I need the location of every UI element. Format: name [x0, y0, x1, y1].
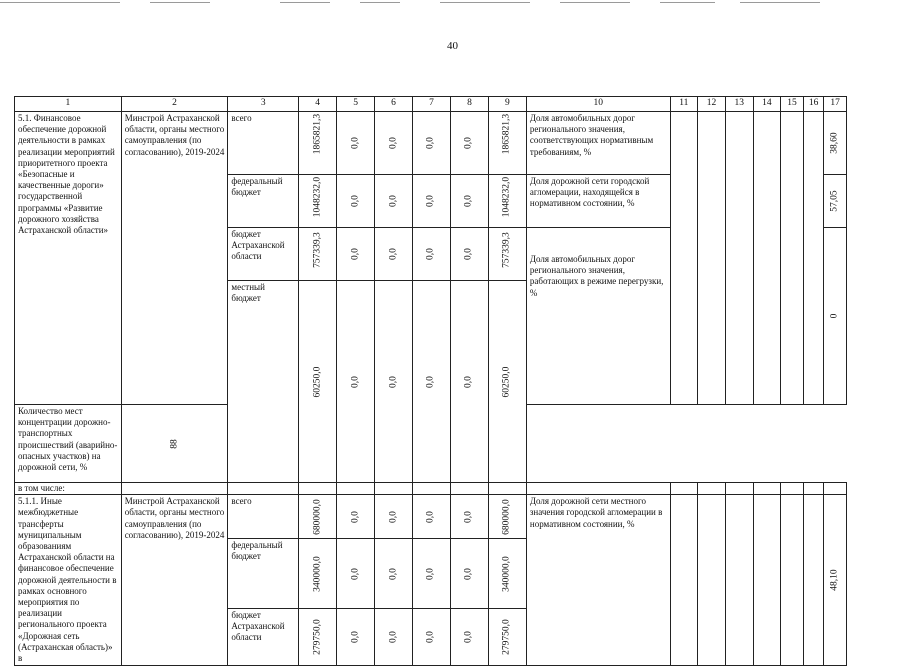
source-cell: местный бюджет — [228, 281, 299, 483]
empty-cell — [670, 112, 698, 405]
value-cell: 0,0 — [375, 495, 413, 539]
value-cell: 0,0 — [450, 495, 488, 539]
value-cell: 1048232,0 — [299, 175, 337, 228]
source-cell: бюджет Астраханской области — [228, 228, 299, 281]
target-value-cell: 48,10 — [824, 495, 847, 666]
target-value-cell: 57,05 — [824, 175, 847, 228]
value-cell: 0,0 — [413, 539, 451, 609]
value-cell: 1865821,3 — [488, 112, 526, 175]
col-header: 4 — [299, 97, 337, 112]
col-header: 13 — [725, 97, 753, 112]
col-header: 3 — [228, 97, 299, 112]
empty-cell — [698, 495, 726, 666]
empty-cell — [725, 112, 753, 405]
target-value-cell: 88 — [121, 405, 228, 483]
value-cell: 0,0 — [450, 228, 488, 281]
value-cell: 0,0 — [413, 608, 451, 665]
empty-cell — [781, 495, 804, 666]
value-cell: 60250,0 — [488, 281, 526, 483]
empty-cell — [725, 495, 753, 666]
executor-cell: Минстрой Астраханской области, органы местного самоуправления (по согласованию), 2019-2024 — [121, 112, 228, 405]
indicator-cell: Количество мест концентрации дорожно-транспортных происшествий (аварийно-опасных участков) на дорожной сети, % — [15, 405, 122, 483]
value-cell: 0,0 — [413, 228, 451, 281]
table-row — [15, 483, 847, 495]
empty-cell — [753, 495, 781, 666]
value-cell: 1865821,3 — [299, 112, 337, 175]
col-header: 17 — [824, 97, 847, 112]
event-cell: 5.1. Финансовое обеспечение дорожной деятельности в рамках реализации мероприятий приоритетного проекта «Безопасные и качественные дороги» государственной программы «Развитие дорожного хозяйства Астраханской области» — [15, 112, 122, 405]
value-cell: 0,0 — [375, 228, 413, 281]
indicator-cell: Доля дорожной сети местного значения городской агломерации в нормативном состоянии, % — [526, 495, 670, 666]
empty-cell — [670, 495, 698, 666]
page-number: 40 — [447, 40, 458, 52]
target-value-cell: 0 — [824, 228, 847, 405]
col-header: 15 — [781, 97, 804, 112]
value-cell: 0,0 — [450, 608, 488, 665]
empty-cell — [803, 112, 824, 405]
value-cell: 0,0 — [337, 608, 375, 665]
value-cell: 0,0 — [450, 175, 488, 228]
col-header: 8 — [450, 97, 488, 112]
col-header: 14 — [753, 97, 781, 112]
column-numbers-row — [15, 97, 847, 112]
value-cell: 0,0 — [413, 175, 451, 228]
value-cell: 0,0 — [337, 228, 375, 281]
source-cell: всего — [228, 112, 299, 175]
source-cell: федеральный бюджет — [228, 539, 299, 609]
col-header: 9 — [488, 97, 526, 112]
table-row — [15, 112, 847, 175]
value-cell: 0,0 — [337, 281, 375, 483]
value-cell: 0,0 — [375, 608, 413, 665]
program-table — [14, 96, 847, 666]
event-cell: 5.1.1. Иные межбюджетные трансферты муниципальным образованиям Астраханской области на финансовое обеспечение дорожной деятельности в рамках основного мероприятия по реализации регионального проекта «Дорожная сеть (Астраханская область)» в — [15, 495, 122, 666]
value-cell: 0,0 — [375, 281, 413, 483]
value-cell: 0,0 — [337, 495, 375, 539]
empty-cell — [753, 112, 781, 405]
value-cell: 279750,0 — [488, 608, 526, 665]
source-cell: всего — [228, 495, 299, 539]
value-cell: 279750,0 — [299, 608, 337, 665]
value-cell: 0,0 — [450, 281, 488, 483]
value-cell: 0,0 — [450, 539, 488, 609]
indicator-cell: Доля дорожной сети городской агломерации, находящейся в нормативном состоянии, % — [526, 175, 670, 228]
value-cell: 0,0 — [450, 112, 488, 175]
indicator-cell: Доля автомобильных дорог регионального значения, работающих в режиме перегрузки, % — [526, 228, 670, 405]
col-header: 7 — [413, 97, 451, 112]
empty-cell — [781, 112, 804, 405]
col-header: 2 — [121, 97, 228, 112]
value-cell: 0,0 — [413, 281, 451, 483]
value-cell: 340000,0 — [299, 539, 337, 609]
value-cell: 0,0 — [337, 112, 375, 175]
indicator-cell: Доля автомобильных дорог регионального значения, соответствующих нормативным требованиям, % — [526, 112, 670, 175]
value-cell: 0,0 — [375, 175, 413, 228]
value-cell: 680000,0 — [488, 495, 526, 539]
empty-cell — [803, 495, 824, 666]
source-cell: федеральный бюджет — [228, 175, 299, 228]
value-cell: 0,0 — [413, 112, 451, 175]
value-cell: 60250,0 — [299, 281, 337, 483]
empty-cell — [698, 112, 726, 405]
value-cell: 0,0 — [375, 539, 413, 609]
col-header: 6 — [375, 97, 413, 112]
col-header: 5 — [337, 97, 375, 112]
value-cell: 680000,0 — [299, 495, 337, 539]
source-cell: бюджет Астраханской области — [228, 608, 299, 665]
value-cell: 757339,3 — [299, 228, 337, 281]
table-row — [15, 495, 847, 539]
value-cell: 340000,0 — [488, 539, 526, 609]
value-cell: 0,0 — [337, 539, 375, 609]
scan-edge-marks — [0, 0, 905, 5]
col-header: 16 — [803, 97, 824, 112]
col-header: 12 — [698, 97, 726, 112]
executor-cell: Минстрой Астраханской области, органы местного самоуправления (по согласованию), 2019-2024 — [121, 495, 228, 666]
value-cell: 757339,3 — [488, 228, 526, 281]
value-cell: 1048232,0 — [488, 175, 526, 228]
col-header: 1 — [15, 97, 122, 112]
value-cell: 0,0 — [413, 495, 451, 539]
value-cell: 0,0 — [337, 175, 375, 228]
value-cell: 0,0 — [375, 112, 413, 175]
col-header: 11 — [670, 97, 698, 112]
target-value-cell: 38,60 — [824, 112, 847, 175]
including-label: в том числе: — [15, 483, 122, 495]
col-header: 10 — [526, 97, 670, 112]
